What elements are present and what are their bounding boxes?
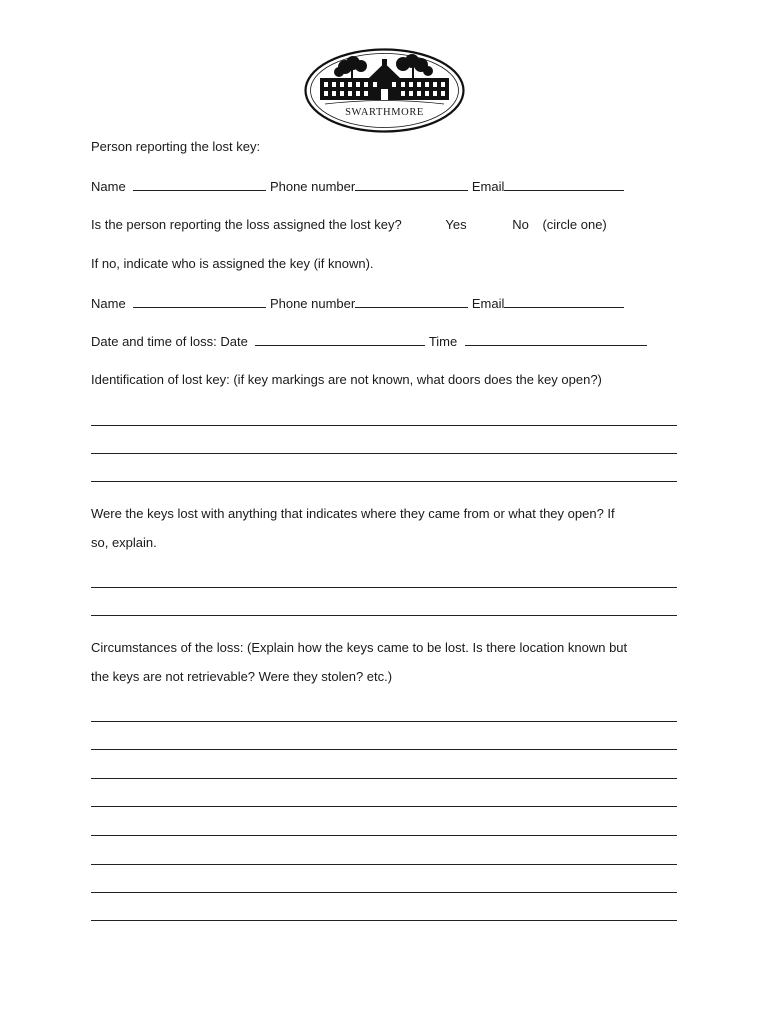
circumstances-answer-line-2[interactable] bbox=[91, 749, 677, 750]
date-label: Date and time of loss: Date bbox=[91, 334, 248, 349]
reporter-name-label: Name bbox=[91, 179, 126, 194]
date-time-row bbox=[91, 333, 647, 350]
circumstances-prompt-line-1: Circumstances of the loss: (Explain how the keys came to be lost. Is there location known but bbox=[91, 640, 628, 655]
yes-option[interactable]: Yes bbox=[445, 217, 467, 232]
identification-answer-line-1[interactable] bbox=[91, 425, 677, 426]
circumstances-answer-line-3[interactable] bbox=[91, 778, 677, 779]
keys-lost-answer-line-1[interactable] bbox=[91, 587, 677, 588]
assigned-question: Is the person reporting the loss assigned the lost key? bbox=[91, 217, 402, 232]
time-field[interactable] bbox=[465, 333, 647, 346]
assignee-name-field[interactable] bbox=[133, 295, 266, 308]
reporter-email-field[interactable] bbox=[504, 178, 624, 191]
assignee-contact-row bbox=[91, 295, 624, 312]
keys-lost-prompt-line-1: Were the keys lost with anything that indicates where they came from or what they open? If bbox=[91, 506, 615, 521]
reporter-phone-field[interactable] bbox=[355, 178, 468, 191]
identification-answer-line-3[interactable] bbox=[91, 481, 677, 482]
reporter-email-label: Email bbox=[471, 179, 505, 194]
assignee-email-label: Email bbox=[471, 296, 505, 311]
no-option[interactable]: No bbox=[512, 217, 529, 232]
circumstances-answer-line-6[interactable] bbox=[91, 864, 677, 865]
identification-answer-line-2[interactable] bbox=[91, 453, 677, 454]
time-label: Time bbox=[428, 334, 458, 349]
logo-caption: SWARTHMORE bbox=[345, 107, 424, 118]
circumstances-answer-line-4[interactable] bbox=[91, 806, 677, 807]
circumstances-answer-line-5[interactable] bbox=[91, 835, 677, 836]
assigned-question-row bbox=[91, 217, 607, 233]
keys-lost-answer-line-2[interactable] bbox=[91, 615, 677, 616]
circumstances-prompt-line-2: the keys are not retrievable? Were they stolen? etc.) bbox=[91, 669, 393, 684]
if-no-heading: If no, indicate who is assigned the key (if known). bbox=[91, 256, 374, 271]
assignee-email-field[interactable] bbox=[504, 295, 624, 308]
reporter-heading: Person reporting the lost key: bbox=[91, 139, 261, 154]
circle-one-hint: (circle one) bbox=[542, 217, 607, 232]
circumstances-answer-line-8[interactable] bbox=[91, 920, 677, 921]
circumstances-answer-line-1[interactable] bbox=[91, 721, 677, 722]
assignee-name-label: Name bbox=[91, 296, 126, 311]
date-field[interactable] bbox=[255, 333, 425, 346]
swarthmore-seal-icon bbox=[303, 47, 466, 134]
circumstances-answer-line-7[interactable] bbox=[91, 892, 677, 893]
assignee-phone-label: Phone number bbox=[269, 296, 356, 311]
swarthmore-logo bbox=[303, 47, 466, 134]
reporter-name-field[interactable] bbox=[133, 178, 266, 191]
assignee-phone-field[interactable] bbox=[355, 295, 468, 308]
keys-lost-prompt-line-2: so, explain. bbox=[91, 535, 157, 550]
reporter-phone-label: Phone number bbox=[269, 179, 356, 194]
reporter-contact-row bbox=[91, 178, 624, 195]
identification-prompt: Identification of lost key: (if key markings are not known, what doors does the key open?) bbox=[91, 372, 602, 387]
